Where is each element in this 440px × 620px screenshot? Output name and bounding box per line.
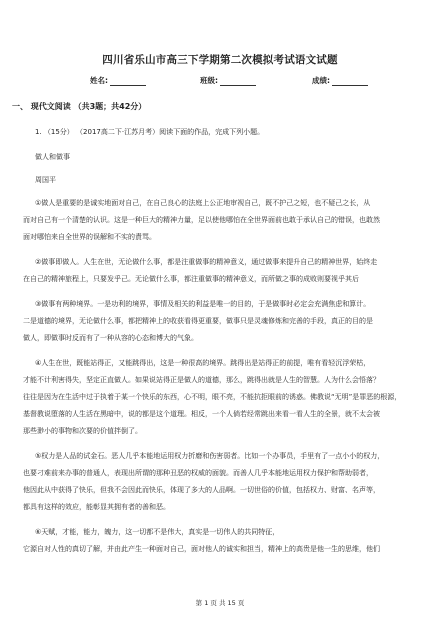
paragraph-line: 而对自己有一个清楚的认识。这是一种巨大的精神力量，足以使他哪怕在全世界面前也敢于承认自己的错误，也敢然 xyxy=(23,216,380,224)
page-title: 四川省乐山市高三下学期第二次模拟考试语文试题 xyxy=(102,54,338,66)
paragraph-line: 基督教说堕落的人生活在黑暗中，说的都是这个道理。相反，一个人倘若经常跳出来看一看人生的全景，就不太会被 xyxy=(23,410,380,418)
paragraph-line: ③做事有两种境界。一是功利的境界，事情及相关的利益是唯一的目的，于是做事时必定会充满焦虑和算计。 xyxy=(35,300,371,308)
paragraph-line: 才能不计利害得失，坚定正直做人。如果说站得正是做人的道德，那么，跳得出就是人生的智慧。人为什么会悟落？ xyxy=(23,376,380,384)
paragraph-line: 也要刁难前来办事的普通人，表现出所谓的那种丑恶的权威的面貌。而善人几乎本能地运用权力保护和帮助弱者， xyxy=(23,469,373,477)
paragraph-line: 面对哪怕来自全世界的误解和不实的責骂。 xyxy=(23,233,156,241)
name-field xyxy=(90,75,146,86)
score-field-label: 成绩: xyxy=(312,76,330,85)
paragraph-line: 在自己的精神旅程上，只要发乎己。无论做什么事，都注重做事的精神意义，而所做之事的成败则要视乎其后 xyxy=(23,275,359,283)
paragraph-line: 二是道德的境界，无论做什么事，都把精神上的收获看得更重要，做事只是灵魂修炼和完善的手段，真正的目的是 xyxy=(23,317,373,325)
paragraph-line: 他因此从中获得了快乐，但我不会因此而快乐，体现了多大的人品啊。一切世俗的价值，包括权力、财富、名声等， xyxy=(23,486,380,494)
paragraph-line: ⑤权力是人品的试金石。恶人几乎本能地运用权力折磨和伤害弱者。比如一个办事员，手里有了一点小小的权力， xyxy=(35,452,385,460)
paragraph-line: ⑥天赋，才能，能力，魄力，这一切都不是伟大，真实是一切伟人的共同特征， xyxy=(35,528,280,536)
article-title: 做人和做事 xyxy=(35,153,70,161)
name-blank xyxy=(110,77,146,86)
paragraph-line: 那些渺小的事物和次要的价值拌倒了。 xyxy=(23,427,142,435)
class-field-label: 班级: xyxy=(200,76,218,85)
class-blank xyxy=(220,77,256,86)
paragraph-line: 都具有这样的效应，能彰显其拥有者的善和恶。 xyxy=(23,503,170,511)
paragraph-line: ④人生在世，既能站得正，又能跳得出，这是一种很高的境界。跳得出是站得正的前提，唯有看轻沉浮荣枯， xyxy=(35,359,371,367)
paragraph-line: 它源自对人性的真切了解，并由此产生一种面对自己，面对他人的诚实和担当，精神上的高贵是他一生的思维，他们 xyxy=(23,545,380,553)
question-intro: 1. （15分） （2017高二下·江苏月考）阅读下面的作品，完成下列小题。 xyxy=(35,128,265,136)
paragraph-line: ①做人是重要的是诚实地面对自己，在自己良心的法庭上公正地审视自己，既不护己之短，也不疑己之长，从 xyxy=(35,199,371,207)
page-footer: 第 1 页 共 15 页 xyxy=(195,599,245,607)
article-author: 周国平 xyxy=(35,176,56,184)
score-blank xyxy=(332,77,368,86)
score-field xyxy=(312,75,368,86)
paragraph-line: 做人，即做事时反而有了一种从容的心态和博大的气象。 xyxy=(23,334,198,342)
class-field xyxy=(200,75,256,86)
paragraph-line: 往往是因为在生活中过于执着于某一个快乐的东西，心不明，眼不亮，不能抗拒眼前的诱惑。佛教说“无明”是罪恶的根源， xyxy=(23,393,402,401)
paragraph-line: ②做事即做人。人生在世，无论做什么事，都是注重做事的精神意义，通过做事来提升自己的精神世界，始终走 xyxy=(35,258,378,266)
name-field-label: 姓名: xyxy=(90,76,108,85)
section-heading: 一、 现代文阅读 （共3题；共42分） xyxy=(12,102,147,111)
